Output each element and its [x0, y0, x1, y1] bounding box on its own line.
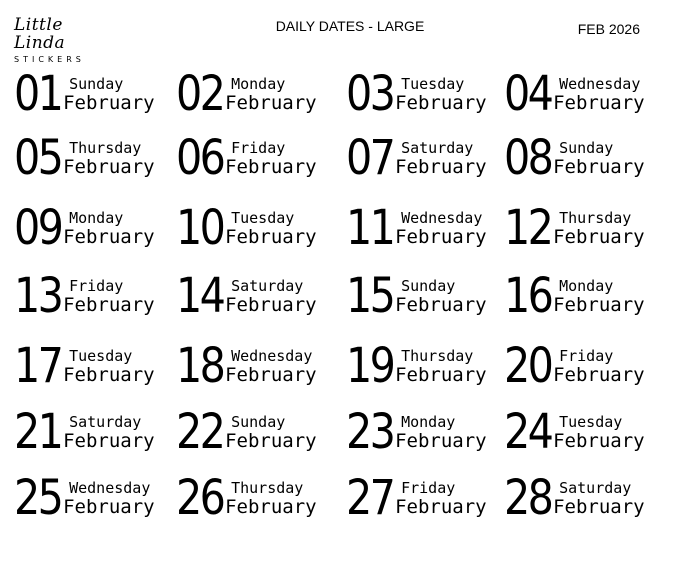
date-words — [553, 76, 645, 113]
month-label: February — [553, 363, 645, 386]
day-number: 11 — [346, 200, 394, 256]
day-number: 02 — [176, 66, 224, 122]
month-label: February — [63, 225, 155, 248]
date-sticker — [14, 200, 155, 256]
month-label: February — [63, 495, 155, 518]
weekday-label: Saturday — [401, 138, 474, 157]
month-label: February — [63, 293, 155, 316]
day-number: 15 — [346, 268, 394, 324]
month-label: February — [553, 91, 645, 114]
month-label: February — [395, 91, 487, 114]
date-words — [225, 140, 317, 177]
weekday-label: Saturday — [69, 412, 142, 431]
weekday-label: Tuesday — [231, 208, 295, 227]
sheet-title: DAILY DATES - LARGE — [275, 18, 425, 34]
weekday-label: Sunday — [231, 412, 286, 431]
day-number: 14 — [176, 268, 224, 324]
date-sticker — [346, 404, 487, 460]
date-sticker — [176, 66, 317, 122]
month-label: February — [395, 363, 487, 386]
date-words — [553, 414, 645, 451]
day-number: 27 — [346, 470, 394, 526]
date-sticker — [14, 404, 155, 460]
weekday-label: Thursday — [401, 346, 474, 365]
date-sticker — [176, 130, 317, 186]
date-sticker — [504, 404, 645, 460]
brand-script-text: Little Linda — [14, 15, 66, 53]
month-label: February — [225, 91, 317, 114]
date-sticker — [14, 470, 155, 526]
date-sticker — [346, 268, 487, 324]
day-number: 12 — [504, 200, 552, 256]
weekday-label: Wednesday — [401, 208, 483, 227]
weekday-label: Wednesday — [231, 346, 313, 365]
date-sticker — [346, 130, 487, 186]
day-number: 25 — [14, 470, 62, 526]
date-words — [395, 140, 487, 177]
day-number: 09 — [14, 200, 62, 256]
date-words — [553, 140, 645, 177]
month-label: February — [395, 429, 487, 452]
day-number: 24 — [504, 404, 552, 460]
weekday-label: Thursday — [69, 138, 142, 157]
date-sticker — [14, 268, 155, 324]
brand-sub-text: STICKERS — [14, 55, 85, 64]
month-label: February — [225, 429, 317, 452]
sheet-period: FEB 2026 — [577, 21, 640, 37]
date-words — [553, 348, 645, 385]
month-label: February — [63, 155, 155, 178]
month-label: February — [395, 155, 487, 178]
date-words — [553, 278, 645, 315]
day-number: 16 — [504, 268, 552, 324]
day-number: 20 — [504, 338, 552, 394]
date-sticker — [346, 66, 487, 122]
date-sticker — [176, 200, 317, 256]
month-label: February — [225, 225, 317, 248]
day-number: 26 — [176, 470, 224, 526]
day-number: 19 — [346, 338, 394, 394]
date-sticker — [504, 66, 645, 122]
weekday-label: Monday — [231, 74, 286, 93]
date-words — [63, 140, 155, 177]
day-number: 01 — [14, 66, 62, 122]
weekday-label: Thursday — [559, 208, 632, 227]
date-words — [395, 480, 487, 517]
weekday-label: Sunday — [69, 74, 124, 93]
date-sticker — [504, 470, 645, 526]
month-label: February — [63, 363, 155, 386]
date-words — [553, 480, 645, 517]
date-words — [63, 210, 155, 247]
day-number: 17 — [14, 338, 62, 394]
date-sticker — [346, 470, 487, 526]
month-label: February — [225, 155, 317, 178]
weekday-label: Friday — [401, 478, 456, 497]
date-sticker — [504, 268, 645, 324]
month-label: February — [225, 293, 317, 316]
date-sticker — [14, 130, 155, 186]
weekday-label: Sunday — [559, 138, 614, 157]
month-label: February — [63, 429, 155, 452]
date-words — [225, 210, 317, 247]
date-sticker — [504, 130, 645, 186]
date-words — [63, 348, 155, 385]
month-label: February — [553, 225, 645, 248]
day-number: 05 — [14, 130, 62, 186]
date-sticker — [14, 66, 155, 122]
date-sticker — [176, 404, 317, 460]
date-words — [225, 414, 317, 451]
date-words — [395, 414, 487, 451]
month-label: February — [553, 429, 645, 452]
month-label: February — [395, 225, 487, 248]
weekday-label: Friday — [231, 138, 286, 157]
date-words — [225, 480, 317, 517]
weekday-label: Monday — [559, 276, 614, 295]
weekday-label: Wednesday — [559, 74, 641, 93]
day-number: 08 — [504, 130, 552, 186]
weekday-label: Thursday — [231, 478, 304, 497]
day-number: 10 — [176, 200, 224, 256]
day-number: 13 — [14, 268, 62, 324]
date-words — [225, 278, 317, 315]
weekday-label: Saturday — [559, 478, 632, 497]
month-label: February — [553, 155, 645, 178]
day-number: 18 — [176, 338, 224, 394]
date-sticker — [504, 200, 645, 256]
date-sticker — [176, 268, 317, 324]
date-words — [395, 210, 487, 247]
month-label: February — [225, 363, 317, 386]
day-number: 04 — [504, 66, 552, 122]
weekday-label: Tuesday — [69, 346, 133, 365]
day-number: 07 — [346, 130, 394, 186]
day-number: 28 — [504, 470, 552, 526]
date-words — [553, 210, 645, 247]
date-words — [395, 278, 487, 315]
date-words — [63, 414, 155, 451]
month-label: February — [553, 495, 645, 518]
weekday-label: Sunday — [401, 276, 456, 295]
date-words — [395, 76, 487, 113]
weekday-label: Saturday — [231, 276, 304, 295]
weekday-label: Tuesday — [401, 74, 465, 93]
month-label: February — [553, 293, 645, 316]
month-label: February — [63, 91, 155, 114]
month-label: February — [395, 495, 487, 518]
month-label: February — [225, 495, 317, 518]
date-words — [395, 348, 487, 385]
date-sticker — [176, 470, 317, 526]
date-sticker — [504, 338, 645, 394]
weekday-label: Tuesday — [559, 412, 623, 431]
date-words — [225, 76, 317, 113]
day-number: 21 — [14, 404, 62, 460]
date-sticker — [346, 338, 487, 394]
date-sticker — [14, 338, 155, 394]
weekday-label: Wednesday — [69, 478, 151, 497]
month-label: February — [395, 293, 487, 316]
day-number: 03 — [346, 66, 394, 122]
weekday-label: Friday — [559, 346, 614, 365]
date-words — [225, 348, 317, 385]
date-words — [63, 480, 155, 517]
date-sticker — [176, 338, 317, 394]
weekday-label: Friday — [69, 276, 124, 295]
day-number: 06 — [176, 130, 224, 186]
date-words — [63, 278, 155, 315]
day-number: 23 — [346, 404, 394, 460]
weekday-label: Monday — [69, 208, 124, 227]
date-words — [63, 76, 155, 113]
day-number: 22 — [176, 404, 224, 460]
weekday-label: Monday — [401, 412, 456, 431]
date-sticker — [346, 200, 487, 256]
